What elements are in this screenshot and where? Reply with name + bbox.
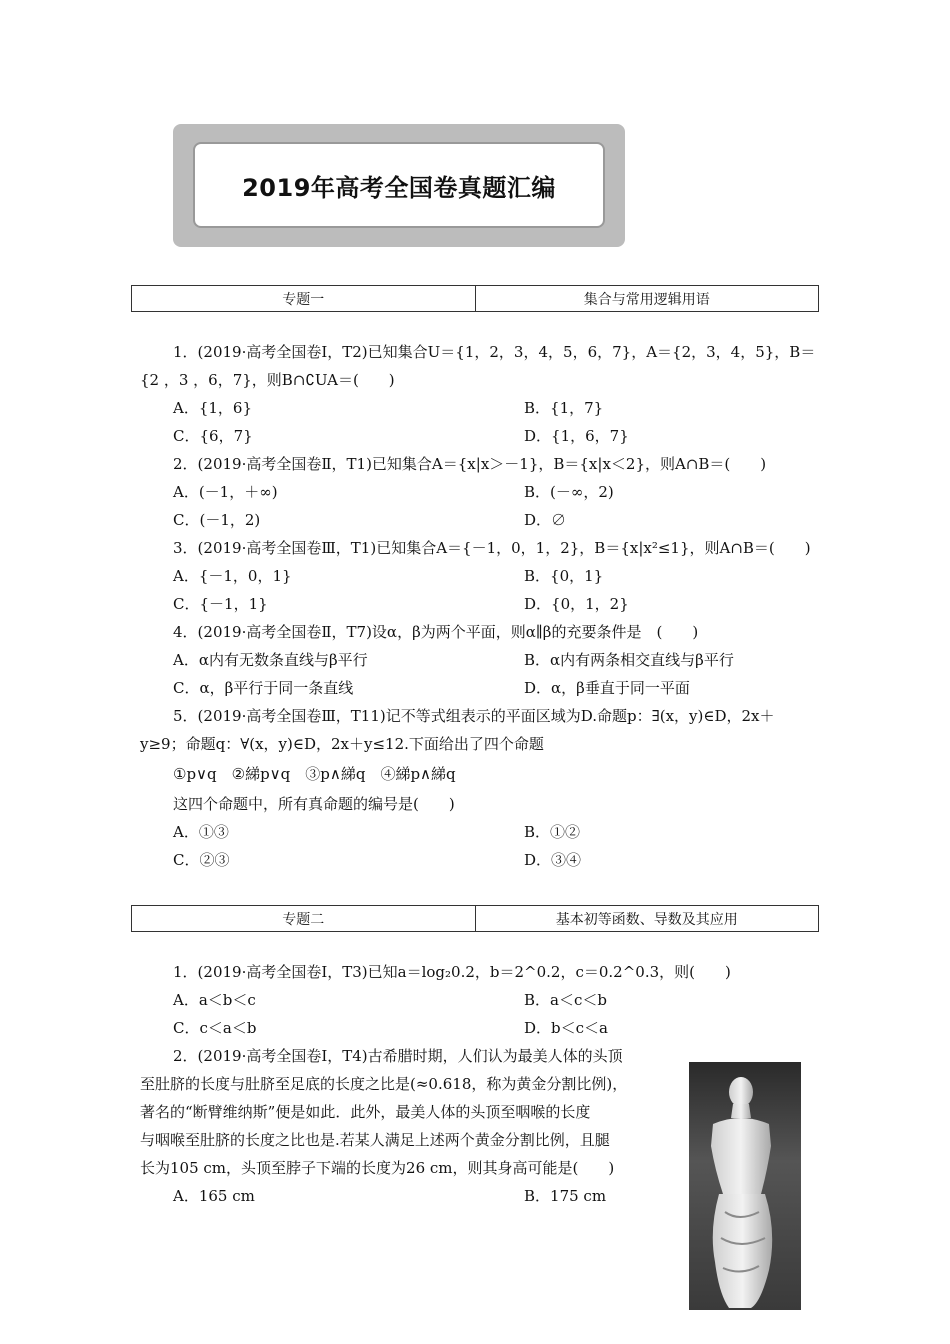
venus-statue-image [689, 1062, 801, 1310]
topic-name: 基本初等函数、导数及其应用 [475, 906, 819, 931]
question-text: 1．(2019·高考全国卷Ⅰ，T3)已知a＝log₂0.2，b＝2^0.2，c＝0.2^0.3，则( ) [173, 963, 731, 981]
option: B．(－∞，2) [524, 483, 614, 501]
question-text: 至肚脐的长度与肚脐至足底的长度之比是(≈0.618，称为黄金分割比例)， [140, 1075, 628, 1093]
option: A．①③ [173, 823, 229, 841]
option: A．{－1，0，1} [173, 567, 292, 585]
option: B．①② [524, 823, 581, 841]
option: C．②③ [173, 851, 230, 869]
option: B．{0，1} [524, 567, 604, 585]
question-text: 4．(2019·高考全国卷Ⅱ，T7)设α，β为两个平面，则α∥β的充要条件是 ( ) [173, 623, 699, 641]
statue-silhouette [689, 1062, 801, 1310]
title-banner [173, 124, 625, 247]
question-text: 1．(2019·高考全国卷Ⅰ，T2)已知集合U＝{1，2，3，4，5，6，7}，A＝{2，3，4，5}，B＝ [173, 343, 816, 361]
question-text: y≥9；命题q：∀(x，y)∈D，2x＋y≤12.下面给出了四个命题 [140, 735, 544, 753]
option: B．a＜c＜b [524, 991, 607, 1009]
option: D．α，β垂直于同一平面 [524, 679, 690, 697]
option: D．{1，6，7} [524, 427, 629, 445]
option: A．165 cm [173, 1187, 255, 1205]
question-text: 与咽喉至肚脐的长度之比也是.若某人满足上述两个黄金分割比例，且腿 [140, 1131, 610, 1149]
option: D．b＜c＜a [524, 1019, 608, 1037]
option: A．α内有无数条直线与β平行 [173, 651, 368, 669]
option: C．{－1，1} [173, 595, 268, 613]
topic-header-1 [131, 285, 819, 312]
topic-label: 专题一 [282, 291, 325, 308]
option: A．(－1，＋∞) [173, 483, 278, 501]
question-text: 著名的“断臂维纳斯”便是如此．此外，最美人体的头顶至咽喉的长度 [140, 1103, 591, 1121]
question-text: {2 ，3 ，6，7}，则B∩∁UA＝( ) [140, 371, 395, 389]
question-text: 长为105 cm，头顶至脖子下端的长度为26 cm，则其身高可能是( ) [140, 1159, 615, 1177]
option: D．∅ [524, 511, 567, 529]
option: B．α内有两条相交直线与β平行 [524, 651, 734, 669]
topic-name: 集合与常用逻辑用语 [475, 286, 819, 311]
question-text: 3．(2019·高考全国卷Ⅲ，T1)已知集合A＝{－1，0，1，2}，B＝{x|x²≤1}，则A∩B＝( ) [173, 539, 811, 557]
option: C．α，β平行于同一条直线 [173, 679, 354, 697]
proposition-list: ①p∨q ②綈p∨q ③p∧綈q ④綈p∧綈q [173, 765, 456, 783]
option: C．(－1，2) [173, 511, 261, 529]
banner-title: 2019年高考全国卷真题汇编 [193, 142, 605, 228]
question-text: 5．(2019·高考全国卷Ⅲ，T11)记不等式组表示的平面区域为D.命题p：∃(x，y)∈D，2x＋ [173, 707, 775, 725]
option: D．{0，1，2} [524, 595, 629, 613]
option: A．{1，6} [173, 399, 253, 417]
option: C．{6，7} [173, 427, 253, 445]
question-text: 2．(2019·高考全国卷Ⅰ，T4)古希腊时期，人们认为最美人体的头顶 [173, 1047, 623, 1065]
question-text: 2．(2019·高考全国卷Ⅱ，T1)已知集合A＝{x|x＞－1}，B＝{x|x＜2}，则A∩B＝( ) [173, 455, 767, 473]
option: B．{1，7} [524, 399, 604, 417]
option: D．③④ [524, 851, 582, 869]
option: A．a＜b＜c [173, 991, 256, 1009]
question-text: 这四个命题中，所有真命题的编号是( ) [173, 795, 455, 813]
topic-label: 专题二 [282, 911, 325, 928]
topic-header-2 [131, 905, 819, 932]
option: B．175 cm [524, 1187, 607, 1205]
option: C．c＜a＜b [173, 1019, 257, 1037]
